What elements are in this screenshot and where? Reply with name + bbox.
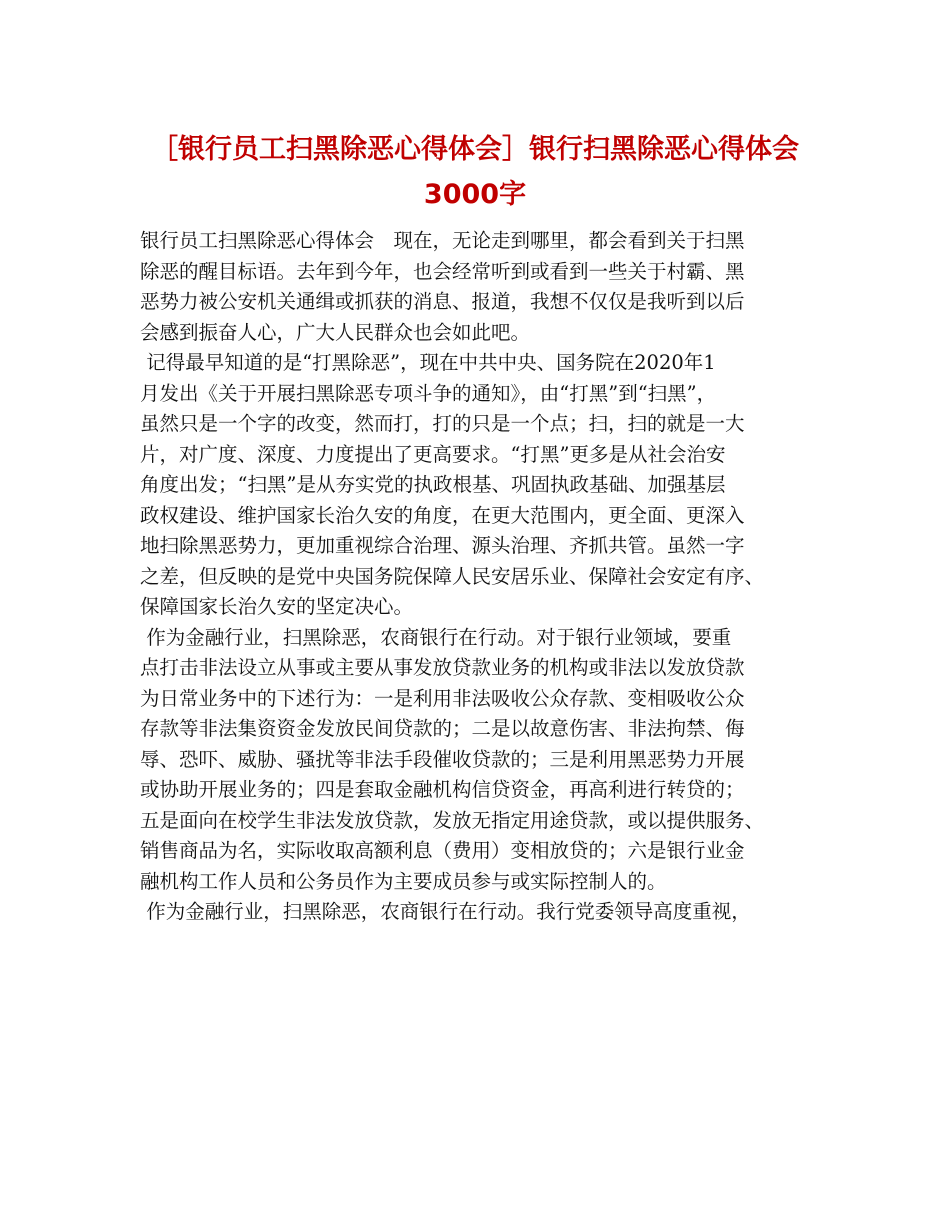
- document-body: [140, 226, 830, 928]
- paragraph-1: 银行员工扫黑除恶心得体会 现在，无论走到哪里，都会看到关于扫黑 除恶的醒目标语。去年到今年，也会经常听到或看到一些关于村霸、黑 恶势力被公安机关通缉或抓获的消息、报道，我想不仅仅是我听到以后 会感到振奋人心，广大人民群众也会如此吧。: [140, 229, 745, 344]
- document-title-line-1: ［银行员工扫黑除恶心得体会］银行扫黑除恶心得体会: [151, 134, 799, 165]
- paragraph-4: 作为金融行业，扫黑除恶，农商银行在行动。我行党委领导高度重视，: [140, 900, 751, 923]
- document-title-line-2: 3000字: [423, 179, 527, 210]
- paragraph-2: 记得最早知道的是“打黑除恶”，现在中共中央、国务院在2020年1 月发出《关于开展扫黑除恶专项斗争的通知》，由“打黑”到“扫黑”， 虽然只是一个字的改变，然而打，打的只是一个点；扫，扫的就是一大 片，对广度、深度、力度提出了更高要求。“打黑”更多是从社会治安 角度出发；“扫黑”是从夯实党的执政根基、巩固执政基础、加强基层 政权建设、维护国家长治久安的角度，在更大范围内，更全面、更深入 地扫除黑恶势力，更加重视综合治理、源头治理、齐抓共管。虽然一字 之差，但反映的是党中央国务院保障人民安居乐业、保障社会安定有序、 保障国家长治久安的坚定决心。: [140, 351, 765, 618]
- paragraph-3: 作为金融行业，扫黑除恶，农商银行在行动。对于银行业领域，要重 点打击非法设立从事或主要从事发放贷款业务的机构或非法以发放贷款 为日常业务中的下述行为：一是利用非法吸收公众存款、变相吸收公众 存款等非法集资资金发放民间贷款的；二是以故意伤害、非法拘禁、侮 辱、恐吓、威胁、骚扰等非法手段催收贷款的；三是利用黑恶势力开展 或协助开展业务的；四是套取金融机构信贷资金，再高利进行转贷的； 五是面向在校学生非法发放贷款，发放无指定用途贷款，或以提供服务、 销售商品为名，实际收取高额利息（费用）变相放贷的；六是银行业金 融机构工作人员和公务员作为主要成员参与或实际控制人的。: [140, 625, 765, 893]
